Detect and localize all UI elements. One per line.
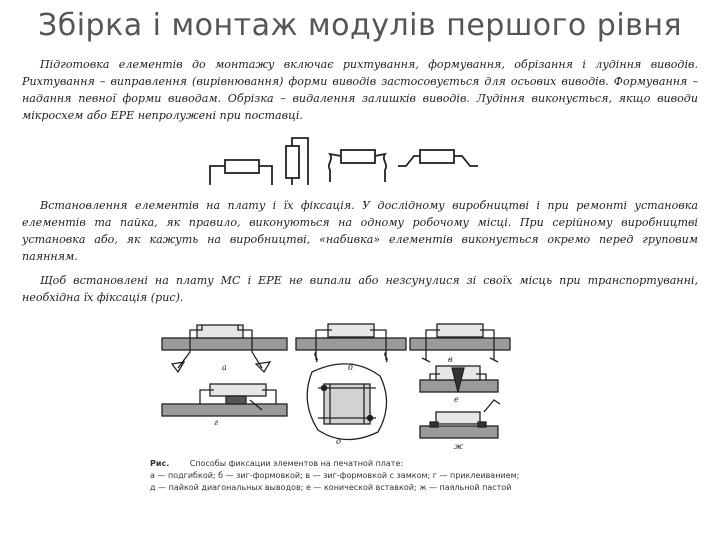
ic-g	[210, 384, 266, 396]
resistor-vertical-body	[286, 146, 299, 178]
board-b	[296, 338, 406, 350]
figure-label-b: б	[348, 363, 353, 372]
resistor-zig-body	[341, 150, 375, 163]
caption-line-1: а — подгибкой; б — зиг-формовкой; в — зиг-формовкой с замком; г — приклеиванием;	[150, 471, 520, 480]
board-a	[162, 338, 287, 350]
resistor-raised-leads	[398, 156, 478, 166]
fixation-d	[307, 364, 386, 440]
fixation-g	[162, 384, 287, 416]
paragraph-preparation-text: Підготовка елементів до монтажу включає рихтування, формування, обрізання і лудіння виводів. Рихтування – виправлення (вирівнювання) форми виводів застосовується для осьових виводів. Формування – надання певної форми виводам. Обрізка – видалення залишків виводів. Лудіння виконується, якщо виводи мікросхем або ЕРЕ непролужені при поставці.	[22, 58, 698, 122]
fixation-v	[410, 324, 510, 362]
ic-zh	[436, 412, 480, 424]
figure-label-d: д	[336, 437, 342, 446]
slide-title: Збірка і монтаж модулів першого рівня	[37, 8, 683, 43]
figure-label-v: в	[448, 355, 453, 364]
paragraph-installation-text: Встановлення елементів на плату і їх фіксація. У дослідному виробництві і при ремонті установка елементів та пайка, як правило, виконуються на одному робочому місці. При серійному виробництві установка або, як кажуть на виробництві, «набивка» елементів виконується окремо перед груповим паянням.	[22, 199, 698, 263]
resistor-zig-leads	[329, 154, 386, 182]
fixation-zh	[420, 400, 500, 438]
board-zh	[420, 426, 498, 438]
resistor-raised-body	[420, 150, 454, 163]
caption-title: Способы фиксации элементов на печатной плате:	[189, 459, 404, 468]
figure-label-zh: ж	[454, 442, 464, 451]
fixation-e	[420, 366, 498, 392]
resistor-straight-body	[225, 160, 259, 173]
figure-label-a: а	[222, 363, 227, 372]
paragraph-fixation-text: Щоб встановлені на плату МС і ЕРЕ не випали або незсунулися зі своїх місць при транспортуванні, необхідна їх фіксація (рис).	[22, 274, 698, 304]
figure-caption	[150, 458, 570, 494]
caption-line-2: д — пайкой диагональных выводов; е — конической вставкой; ж — паяльной пастой	[150, 483, 512, 492]
board-v	[410, 338, 510, 350]
glue-drop	[226, 396, 246, 404]
board-g	[162, 404, 287, 416]
figure-label-e: е	[454, 395, 459, 404]
figure-label-g: г	[214, 418, 219, 427]
caption-lead: Рис.	[150, 459, 170, 468]
ic-a	[197, 325, 243, 338]
fixation-b	[296, 324, 406, 362]
resistor-straight-leads	[210, 166, 272, 185]
ic-v	[437, 324, 483, 337]
ic-b	[328, 324, 374, 337]
